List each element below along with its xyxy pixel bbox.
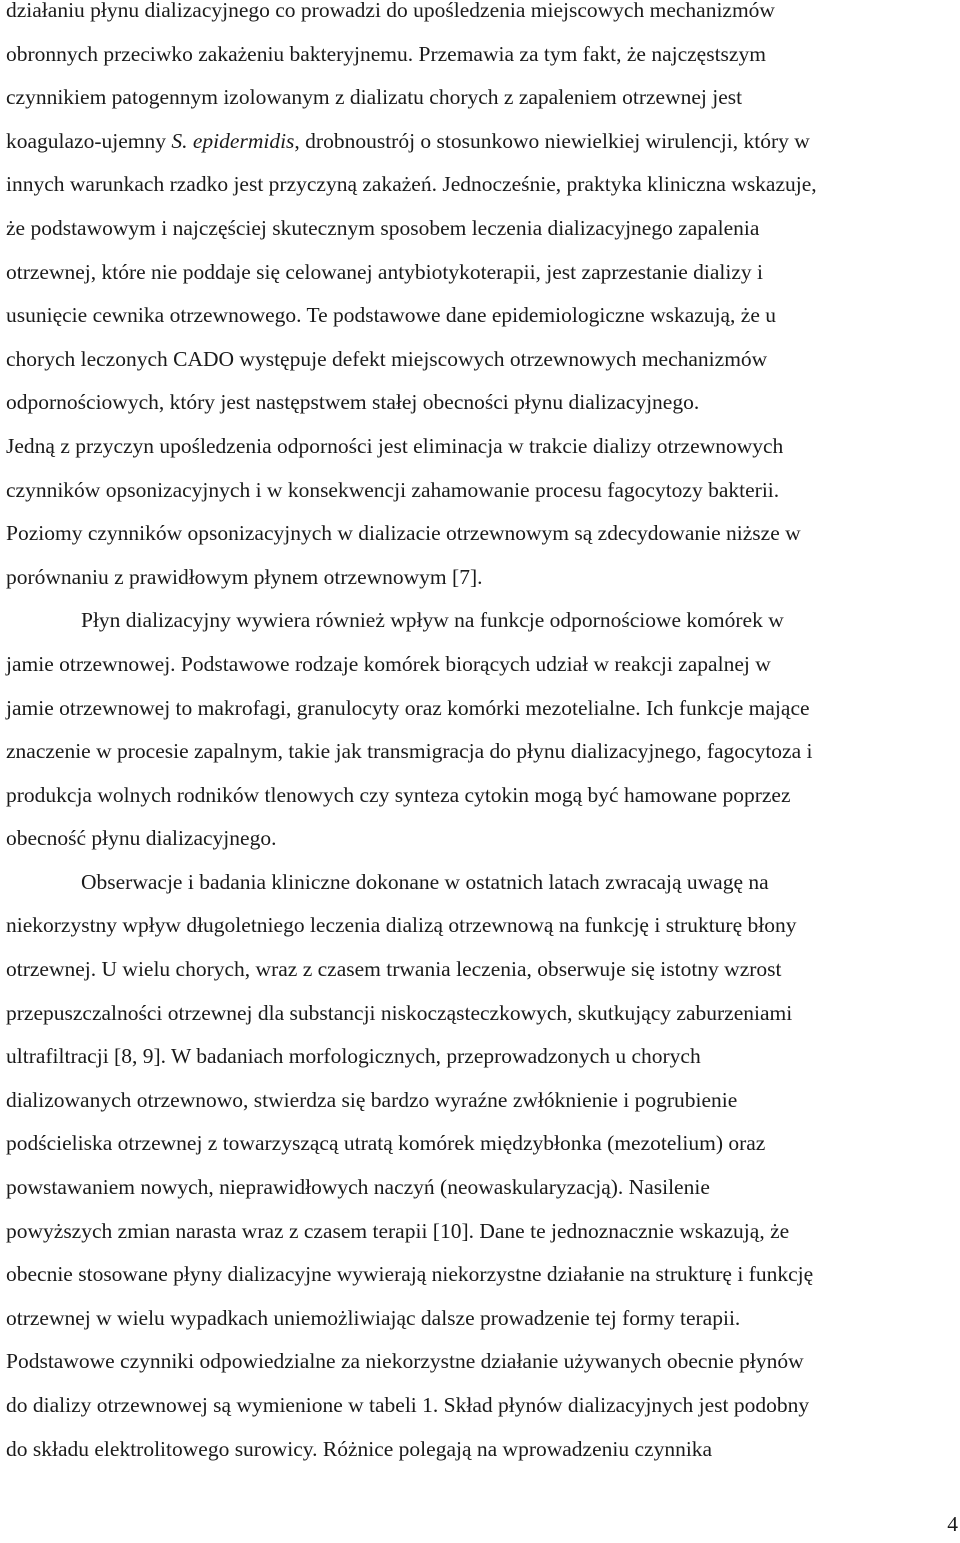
text-line: porównaniu z prawidłowym płynem otrzewnowym [7].	[6, 564, 483, 589]
text-line: znaczenie w procesie zapalnym, takie jak transmigracja do płynu dializacyjnego, fagocytoza i	[6, 739, 813, 764]
text-line: jamie otrzewnowej to makrofagi, granulocyty oraz komórki mezotelialne. Ich funkcje mające	[6, 695, 810, 720]
species-name-italic: S. epidermidis	[171, 128, 295, 153]
text-line: przepuszczalności otrzewnej dla substancji niskocząsteczkowych, skutkujący zaburzeniami	[6, 1000, 793, 1025]
text-run: , drobnoustrój o stosunkowo niewielkiej wirulencji, który w	[294, 128, 810, 153]
text-line: Jedną z przyczyn upośledzenia odporności jest eliminacja w trakcie dializy otrzewnowych	[6, 433, 784, 458]
text-line: innych warunkach rzadko jest przyczyną zakażeń. Jednocześnie, praktyka kliniczna wskazuje,	[6, 172, 817, 197]
text-line: obecność płynu dializacyjnego.	[6, 826, 277, 851]
text-line: odpornościowych, który jest następstwem stałej obecności płynu dializacyjnego.	[6, 390, 700, 415]
paragraph-3	[6, 861, 956, 1471]
text-line: ultrafiltracji [8, 9]. W badaniach morfologicznych, przeprowadzonych u chorych	[6, 1044, 701, 1069]
text-line: otrzewnej w wielu wypadkach uniemożliwiając dalsze prowadzenie tej formy terapii.	[6, 1305, 741, 1330]
text-line: dializowanych otrzewnowo, stwierdza się bardzo wyraźne zwłóknienie i pogrubienie	[6, 1087, 738, 1112]
text-line: produkcja wolnych rodników tlenowych czy synteza cytokin mogą być hamowane poprzez	[6, 782, 791, 807]
text-line: powstawaniem nowych, nieprawidłowych naczyń (neowaskularyzacją). Nasilenie	[6, 1175, 710, 1200]
page-number: 4	[947, 1512, 958, 1536]
text-line: usunięcie cewnika otrzewnowego. Te podstawowe dane epidemiologiczne wskazują, że u	[6, 303, 777, 328]
text-line: do składu elektrolitowego surowicy. Różnice polegają na wprowadzeniu czynnika	[6, 1436, 713, 1461]
text-line: powyższych zmian narasta wraz z czasem terapii [10]. Dane te jednoznacznie wskazują, że	[6, 1218, 790, 1243]
text-line: chorych leczonych CADO występuje defekt miejscowych otrzewnowych mechanizmów	[6, 346, 768, 371]
text-line: obecnie stosowane płyny dializacyjne wywierają niekorzystne działanie na strukturę i funkcję	[6, 1262, 814, 1287]
text-line: czynnikiem patogennym izolowanym z dializatu chorych z zapaleniem otrzewnej jest	[6, 85, 743, 110]
text-line: czynników opsonizacyjnych i w konsekwencji zahamowanie procesu fagocytozy bakterii.	[6, 477, 780, 502]
text-line-indented: Obserwacje i badania kliniczne dokonane w ostatnich latach zwracają uwagę na	[81, 869, 769, 894]
text-line: obronnych przeciwko zakażeniu bakteryjnemu. Przemawia za tym fakt, że najczęstszym	[6, 41, 766, 66]
text-line: do dializy otrzewnowej są wymienione w tabeli 1. Skład płynów dializacyjnych jest podobny	[6, 1393, 810, 1417]
paragraph-1	[6, 0, 956, 599]
text-line	[6, 120, 956, 164]
text-line: niekorzystny wpływ długoletniego leczenia dializą otrzewnową na funkcję i strukturę błony	[6, 913, 797, 938]
text-line: otrzewnej, które nie poddaje się celowanej antybiotykoterapii, jest zaprzestanie dializy i	[6, 259, 763, 284]
text-line: jamie otrzewnowej. Podstawowe rodzaje komórek biorących udział w reakcji zapalnej w	[6, 651, 771, 676]
text-line: Poziomy czynników opsonizacyjnych w dializacie otrzewnowym są zdecydowanie niższe w	[6, 521, 801, 546]
text-line: działaniu płynu dializacyjnego co prowadzi do upośledzenia miejscowych mechanizmów	[6, 0, 775, 22]
text-line: Podstawowe czynniki odpowiedzialne za niekorzystne działanie używanych obecnie płynów	[6, 1349, 804, 1374]
text-line-indented: Płyn dializacyjny wywiera również wpływ na funkcje odpornościowe komórek w	[81, 608, 784, 633]
text-line: otrzewnej. U wielu chorych, wraz z czasem trwania leczenia, obserwuje się istotny wzrost	[6, 957, 782, 982]
paragraph-2	[6, 599, 956, 861]
text-run: koagulazo-ujemny	[6, 128, 172, 153]
text-line: że podstawowym i najczęściej skutecznym sposobem leczenia dializacyjnego zapalenia	[6, 215, 760, 240]
document-body	[6, 0, 956, 1471]
text-line: podścieliska otrzewnej z towarzyszącą utratą komórek międzybłonka (mezotelium) oraz	[6, 1131, 766, 1156]
